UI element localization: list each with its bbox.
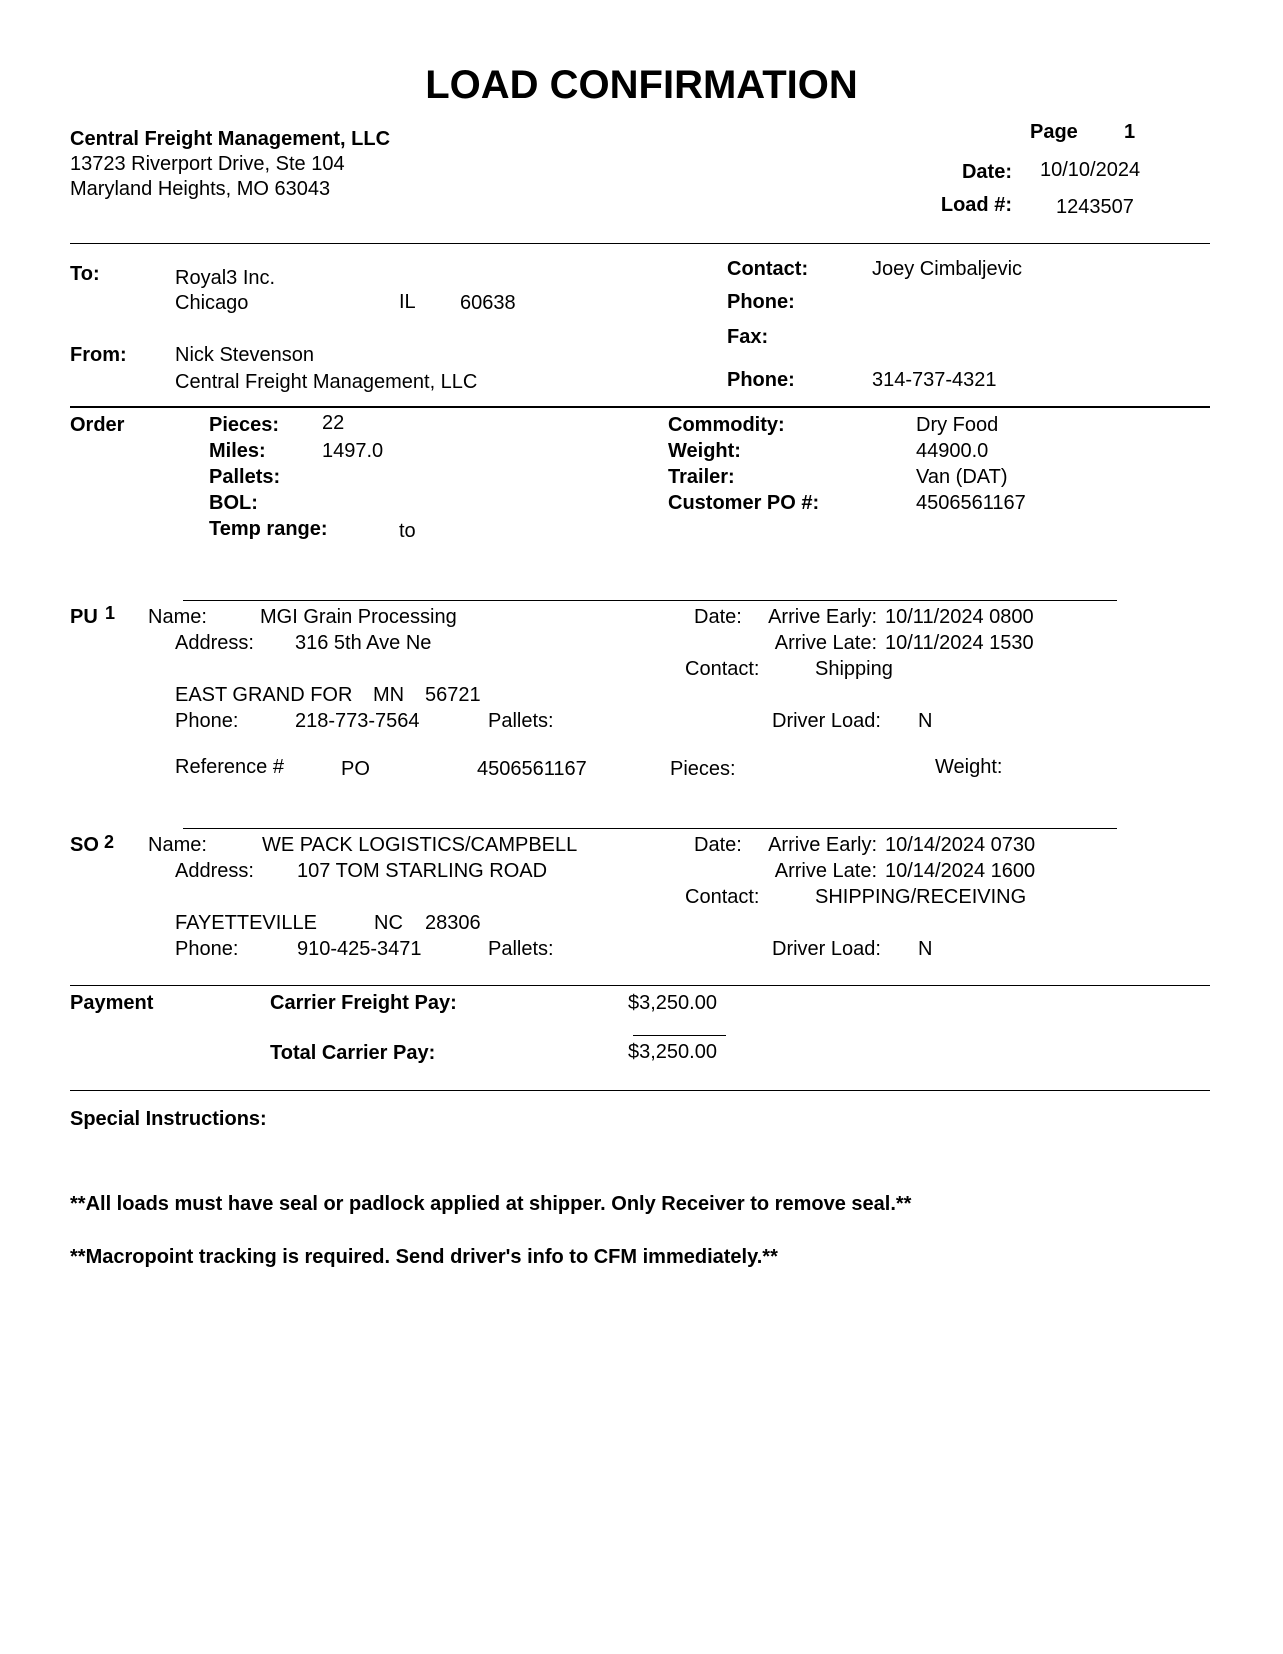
stop-phone-label: Phone: [175,938,239,960]
page-title: LOAD CONFIRMATION [425,63,858,107]
subtotal-rule [633,1035,726,1036]
to-city: Chicago [175,292,249,314]
reference-type: PO [341,758,370,780]
stop-date-label: Date: [694,834,742,856]
pieces-value: 22 [322,412,345,434]
pickup-address-label: Address: [175,632,254,654]
miles-value: 1497.0 [322,440,384,462]
pickup-type: PU [70,606,98,628]
page-label: Page [1030,121,1078,143]
total-carrier-pay-label: Total Carrier Pay: [270,1042,436,1064]
stop-driver-load-value: N [918,938,933,960]
stop-name-label: Name: [148,834,207,856]
load-number-label: Load #: [940,194,1012,216]
reference-weight-label: Weight: [935,756,1003,778]
pickup-arrive-early-label: Arrive Early: [768,606,877,628]
company-name: Central Freight Management, LLC [70,128,391,150]
payment-divider [70,985,1210,986]
stop-address-label: Address: [175,860,254,882]
reference-pieces-label: Pieces: [670,758,736,780]
trailer-label: Trailer: [668,466,735,488]
stop-arrive-late-value: 10/14/2024 1600 [885,860,1036,882]
header-divider [70,243,1210,244]
commodity-label: Commodity: [668,414,785,436]
temp-range-label: Temp range: [209,518,328,540]
pickup-divider [183,600,1117,601]
customer-po-label: Customer PO #: [668,492,820,514]
date-label: Date: [961,161,1012,183]
stop-zip: 28306 [425,912,481,934]
order-label: Order [70,414,125,436]
pickup-driver-load-label: Driver Load: [772,710,881,732]
fax-label: Fax: [727,326,769,348]
from-company: Central Freight Management, LLC [175,371,478,393]
temp-range-value: to [399,520,416,542]
trailer-value: Van (DAT) [916,466,1008,488]
pickup-number: 1 [105,603,116,623]
load-number-value: 1243507 [1056,196,1134,218]
pickup-driver-load-value: N [918,710,933,732]
page-number: 1 [1124,121,1136,143]
weight-label: Weight: [668,440,741,462]
pickup-city: EAST GRAND FOR [175,684,353,706]
stop-contact-label: Contact: [685,886,760,908]
total-carrier-pay-value: $3,250.00 [628,1041,717,1063]
company-address-line1: 13723 Riverport Drive, Ste 104 [70,153,345,175]
stop-pallets-label: Pallets: [488,938,554,960]
to-zip: 60638 [460,292,516,314]
pickup-zip: 56721 [425,684,481,706]
reference-label: Reference # [175,756,284,778]
pickup-name-label: Name: [148,606,207,628]
stop-contact-value: SHIPPING/RECEIVING [815,886,1027,908]
from-name: Nick Stevenson [175,344,314,366]
weight-value: 44900.0 [916,440,989,462]
pickup-contact-label: Contact: [685,658,760,680]
from-phone-value: 314-737-4321 [872,369,997,391]
payment-label: Payment [70,992,154,1014]
pickup-name-value: MGI Grain Processing [260,606,457,628]
to-phone-label: Phone: [727,291,795,313]
from-label: From: [70,344,127,366]
stop-arrive-early-label: Arrive Early: [768,834,877,856]
stop-driver-load-label: Driver Load: [772,938,881,960]
stop-type: SO [70,834,99,856]
special-instruction-tracking: **Macropoint tracking is required. Send driver's info to CFM immediately.** [70,1246,778,1268]
stop-address-value: 107 TOM STARLING ROAD [297,860,548,882]
stop-number: 2 [104,832,115,852]
pickup-phone-label: Phone: [175,710,239,732]
stop-arrive-late-label: Arrive Late: [774,860,877,882]
stop-city: FAYETTEVILLE [175,912,317,934]
special-instructions-label: Special Instructions: [70,1108,267,1130]
pickup-phone-value: 218-773-7564 [295,710,420,732]
pickup-pallets-label: Pallets: [488,710,554,732]
to-company-name: Royal3 Inc. [175,267,276,289]
bol-label: BOL: [209,492,258,514]
contact-value: Joey Cimbaljevic [872,258,1023,280]
company-address-line2: Maryland Heights, MO 63043 [70,178,331,200]
pickup-address-value: 316 5th Ave Ne [295,632,432,654]
pickup-date-label: Date: [694,606,742,628]
date-value: 10/10/2024 [1040,159,1141,181]
to-state: IL [399,291,416,313]
carrier-freight-pay-label: Carrier Freight Pay: [270,992,457,1014]
pickup-arrive-late-value: 10/11/2024 1530 [885,632,1034,654]
stop-phone-value: 910-425-3471 [297,938,422,960]
to-label: To: [70,263,100,285]
carrier-freight-pay-value: $3,250.00 [628,992,717,1014]
reference-value: 4506561167 [477,758,587,780]
miles-label: Miles: [209,440,266,462]
pickup-arrive-early-value: 10/11/2024 0800 [885,606,1034,628]
contact-label: Contact: [727,258,809,280]
pallets-label: Pallets: [209,466,281,488]
stop-state: NC [374,912,403,934]
pickup-arrive-late-label: Arrive Late: [774,632,877,654]
pickup-contact-value: Shipping [815,658,893,680]
customer-po-value: 4506561167 [916,492,1026,514]
stop-arrive-early-value: 10/14/2024 0730 [885,834,1036,856]
stop-name-value: WE PACK LOGISTICS/CAMPBELL [262,834,578,856]
pickup-state: MN [373,684,405,706]
special-instruction-seal: **All loads must have seal or padlock applied at shipper. Only Receiver to remove seal.** [70,1193,912,1215]
order-divider [70,406,1210,408]
instructions-divider [70,1090,1210,1091]
from-phone-label: Phone: [727,369,795,391]
stop-divider [183,828,1117,829]
pieces-label: Pieces: [209,414,280,436]
commodity-value: Dry Food [916,414,999,436]
